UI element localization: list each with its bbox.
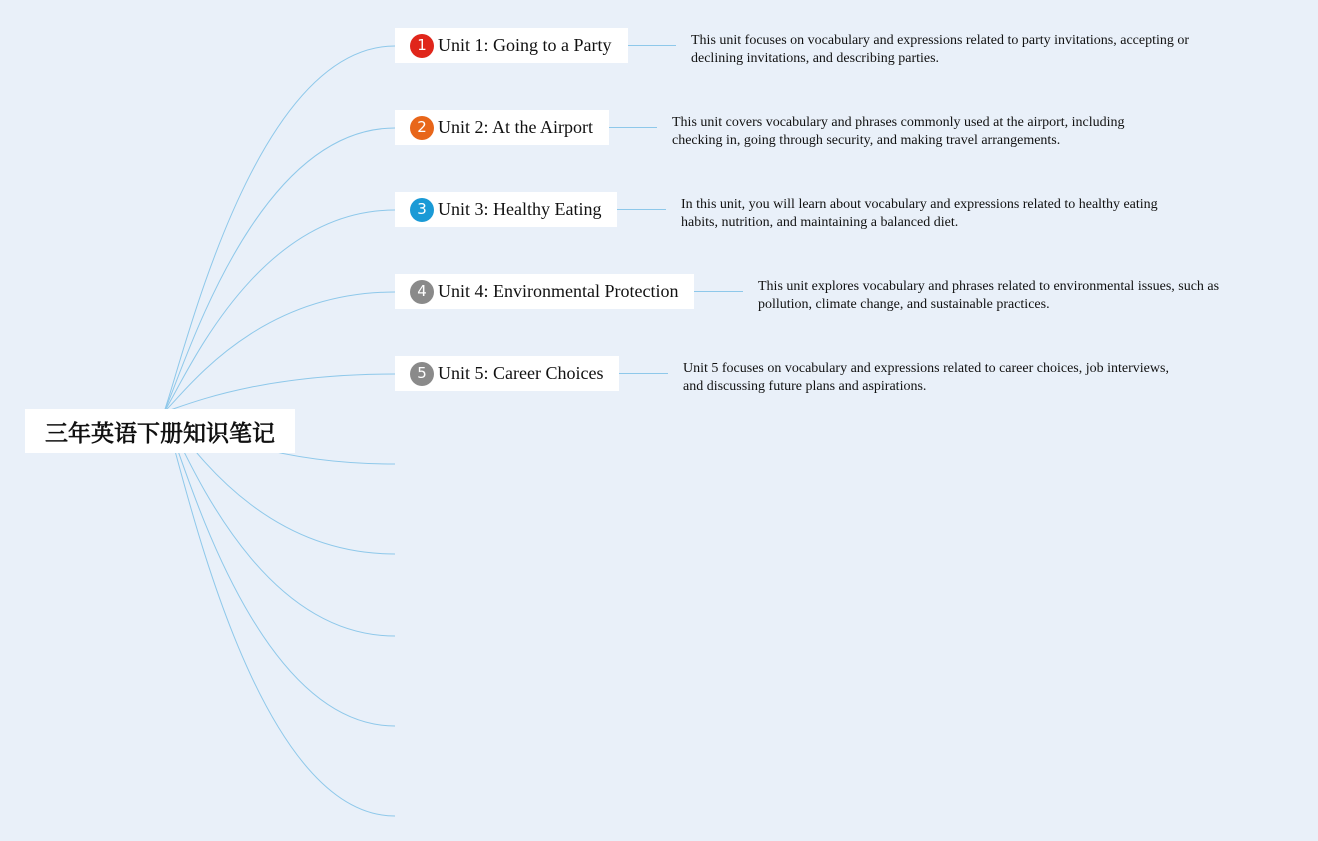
topic-unit-4[interactable] (395, 274, 694, 309)
number-badge-icon: 1 (410, 34, 434, 58)
topic-label: Unit 5: Career Choices (438, 363, 604, 383)
topic-label: Unit 3: Healthy Eating (438, 199, 602, 219)
branch-line-4 (164, 292, 395, 412)
topic-label: Unit 1: Going to a Party (438, 35, 612, 55)
branch-line-9 (164, 412, 395, 726)
branch-line-5 (164, 374, 395, 412)
topic-label: Unit 2: At the Airport (438, 117, 593, 137)
topic-unit-3[interactable] (395, 192, 617, 227)
central-topic[interactable] (25, 409, 295, 453)
number-badge-icon: 4 (410, 280, 434, 304)
topic-unit-4-description: This unit explores vocabulary and phrases related to environmental issues, such as pollution, climate change, and sustainable practices. (758, 279, 1220, 312)
number-badge-icon: 2 (410, 116, 434, 140)
branch-line-1 (164, 46, 395, 412)
number-badge-icon: 3 (410, 198, 434, 222)
topic-unit-5[interactable] (395, 356, 619, 391)
topic-unit-1[interactable] (395, 28, 628, 63)
central-topic-label: 三年英语下册知识笔记 (45, 420, 275, 447)
topic-unit-2[interactable] (395, 110, 609, 145)
topic-unit-3-description: In this unit, you will learn about vocabulary and expressions related to healthy eating habits, nutrition, and maintaining a balanced diet. (681, 197, 1158, 230)
topic-unit-1-description: This unit focuses on vocabulary and expressions related to party invitations, accepting or declining invitations, and describing parties. (691, 33, 1190, 66)
topic-unit-5-description: Unit 5 focuses on vocabulary and expressions related to career choices, job interviews, and discussing future plans and aspirations. (683, 361, 1169, 394)
number-badge-icon: 5 (410, 362, 434, 386)
branch-line-10 (164, 412, 395, 816)
topic-unit-2-description: This unit covers vocabulary and phrases commonly used at the airport, including checking in, going through security, and making travel arrangements. (672, 115, 1125, 148)
topic-label: Unit 4: Environmental Protection (438, 281, 679, 301)
branch-line-2 (164, 128, 395, 412)
